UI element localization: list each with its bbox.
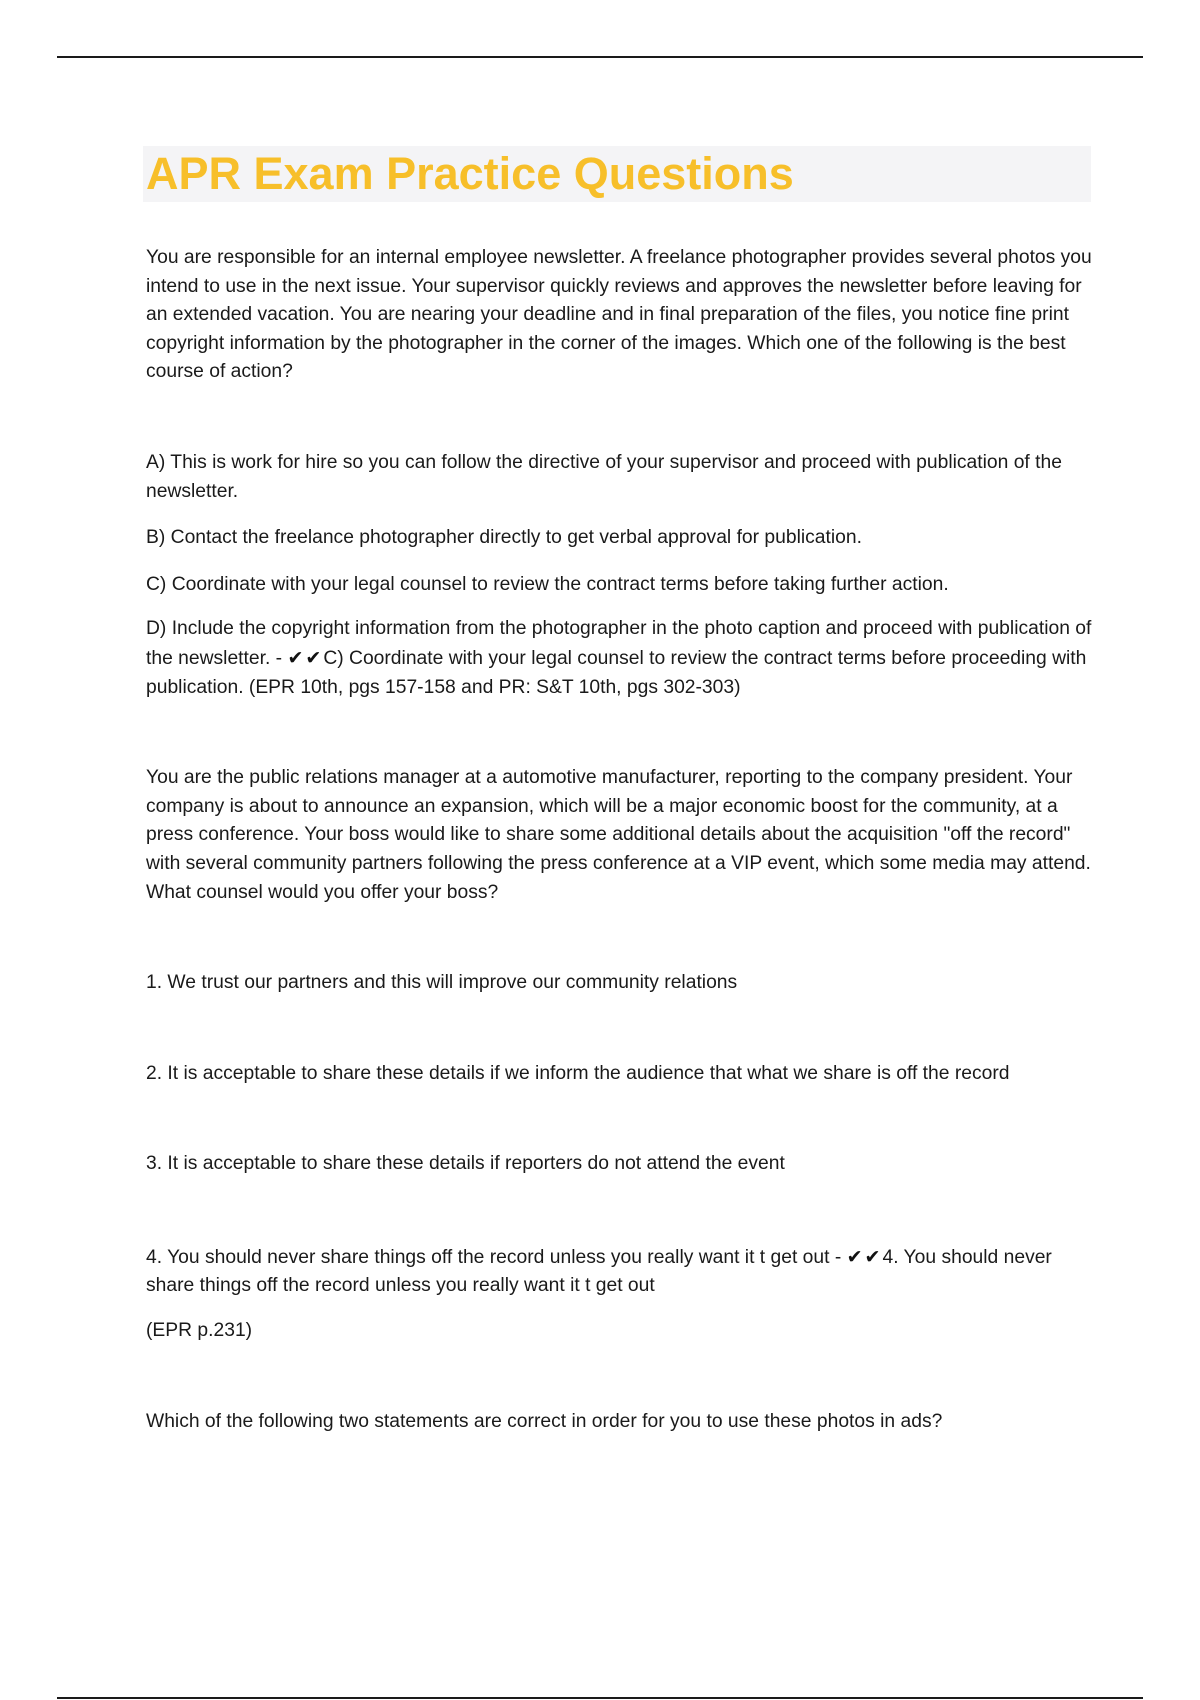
question-2-answer: 4. You should never share things off the record unless you really want it t get out: [146, 1246, 1052, 1297]
top-rule: [57, 56, 1143, 58]
question-2-item-4: 4. You should never share things off the record unless you really want it t get out -: [146, 1246, 842, 1268]
question-1-option-b: B) Contact the freelance photographer directly to get verbal approval for publication.: [146, 527, 862, 549]
question-3-stem: Which of the following two statements are correct in order for you to use these photos in ads?: [146, 1410, 943, 1432]
question-1-answer: C) Coordinate with your legal counsel to review the contract terms before proceeding with publication. (EPR 10th, pgs 157-158 and PR: S&T 10th, pgs 302-303): [146, 647, 1087, 698]
document-body: [146, 244, 1096, 1436]
question-1-option-d-with-answer: [146, 615, 1096, 702]
question-1-option-a: A) This is work for hire so you can follow the directive of your supervisor and proceed with publication of the newsletter.: [146, 451, 1062, 502]
question-2-item-1: 1. We trust our partners and this will improve our community relations: [146, 972, 738, 994]
question-1-stem: You are responsible for an internal employee newsletter. A freelance photographer provides several photos you intend to use in the next issue. Your supervisor quickly reviews and approves the newsletter before leaving for an extended vacation. You are nearing your deadline and in final preparation of the files, you notice fine print copyright information by the photographer in the corner of the images. Which one of the following is the best course of action?: [146, 247, 1092, 383]
question-2-reference: (EPR p.231): [146, 1320, 253, 1342]
check-mark-icon: ✔✔: [287, 646, 324, 669]
question-1-option-c: C) Coordinate with your legal counsel to review the contract terms before taking further action.: [146, 573, 949, 595]
question-2-stem: You are the public relations manager at a automotive manufacturer, reporting to the company president. Your company is about to announce an expansion, which will be a major economic boost for the community, at a press conference. Your boss would like to share some additional details about the acquisition "off the record" with several community partners following the press conference at a VIP event, which some media may attend. What counsel would you offer your boss?: [146, 767, 1091, 903]
question-1-option-d: D) Include the copyright information from the photographer in the photo caption and proceed with publication of the newsletter. -: [146, 618, 1092, 669]
question-2-item-3: 3. It is acceptable to share these details if reporters do not attend the event: [146, 1153, 785, 1175]
question-2-item-4-with-answer: [146, 1243, 1096, 1301]
check-mark-icon: ✔✔: [846, 1245, 883, 1268]
document-title: APR Exam Practice Questions: [146, 148, 794, 199]
bottom-rule: [57, 1697, 1143, 1699]
question-2-item-2: 2. It is acceptable to share these details if we inform the audience that what we share is off the record: [146, 1062, 1010, 1084]
